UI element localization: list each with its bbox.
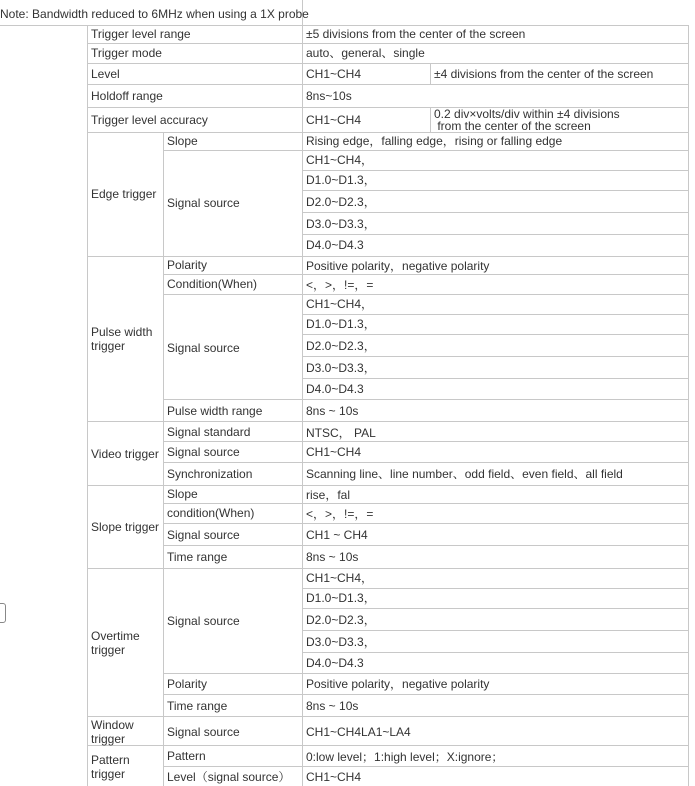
grid-line (302, 630, 689, 631)
grid-line (302, 378, 689, 379)
grid-line (302, 608, 689, 609)
overtime-polarity-label: Polarity (167, 677, 208, 691)
grid-line (302, 170, 689, 171)
pattern-pattern-label: Pattern (167, 749, 206, 763)
pulse-width-trigger-label: Pulse width (91, 325, 153, 339)
slope-time-range-value: 8ns ~ 10s (306, 550, 359, 564)
grid-line (163, 399, 689, 400)
overtime-signal-source-value: CH1~CH4， (306, 571, 374, 585)
grid-line (87, 421, 689, 422)
trigger-level-range-value: ±5 divisions from the center of the screen (306, 27, 526, 41)
level-value: ±4 divisions from the center of the screen (434, 67, 654, 81)
overtime-signal-source-value: D4.0~D4.3 (306, 656, 364, 670)
slope-condition-value: <，>，!=，= (306, 507, 374, 521)
overtime-signal-source-value: D3.0~D3.3， (306, 635, 376, 649)
holdoff-range-label: Holdoff range (91, 89, 163, 103)
pattern-trigger-label: Pattern (91, 753, 130, 767)
slope-signal-source-label: Signal source (167, 528, 240, 542)
overtime-signal-source-label: Signal source (167, 614, 240, 628)
grid-line (163, 766, 689, 767)
grid-line (87, 485, 689, 486)
pulse-signal-source-value: D2.0~D2.3， (306, 339, 376, 353)
overtime-time-range-label: Time range (167, 699, 228, 713)
overtime-signal-source-value: D2.0~D2.3， (306, 613, 376, 627)
edge-slope-value: Rising edge，falling edge，rising or falling edge (306, 134, 563, 148)
edge-signal-source-value: CH1~CH4， (306, 153, 374, 167)
pattern-pattern-value: 0:low level；1:high level；X:ignore； (306, 750, 504, 764)
video-trigger-label: Video trigger (91, 447, 159, 461)
grid-line (302, 190, 689, 191)
edge-signal-source-value: D1.0~D1.3， (306, 173, 376, 187)
trigger-level-accuracy-value: from the center of the screen (434, 119, 591, 133)
level-label: Level (91, 67, 120, 81)
window-trigger-label: trigger (91, 732, 126, 746)
overtime-time-range-value: 8ns ~ 10s (306, 699, 359, 713)
edge-signal-source-value: D4.0~D4.3 (306, 238, 364, 252)
window-signal-source-value: CH1~CH4LA1~LA4 (306, 725, 411, 739)
edge-signal-source-value: D3.0~D3.3， (306, 217, 376, 231)
pulse-signal-source-value: CH1~CH4， (306, 297, 374, 311)
side-scroll-handle[interactable] (0, 603, 6, 623)
grid-line (302, 234, 689, 235)
video-signal-source-value: CH1~CH4 (306, 445, 362, 459)
video-synchronization-value: Scanning line、line number、odd field、even field、all field (306, 467, 623, 481)
pulse-signal-source-value: D4.0~D4.3 (306, 382, 364, 396)
video-signal-standard-label: Signal standard (167, 425, 251, 439)
grid-line (302, 314, 689, 315)
slope-slope-value: rise，fal (306, 488, 351, 502)
grid-line (163, 132, 164, 786)
grid-line (163, 274, 689, 275)
grid-line (302, 588, 689, 589)
pattern-level-value: CH1~CH4 (306, 770, 362, 784)
grid-line (87, 63, 689, 64)
grid-line (87, 132, 689, 133)
grid-line (688, 25, 689, 786)
pulse-polarity-value: Positive polarity，negative polarity (306, 259, 490, 273)
video-synchronization-label: Synchronization (167, 467, 253, 481)
grid-line (0, 25, 689, 26)
grid-line (87, 25, 88, 786)
slope-time-range-label: Time range (167, 550, 228, 564)
grid-line (302, 212, 689, 213)
grid-line (302, 334, 689, 335)
window-signal-source-label: Signal source (167, 725, 240, 739)
edge-signal-source-value: D2.0~D2.3， (306, 195, 376, 209)
holdoff-range-value: 8ns~10s (306, 89, 352, 103)
trigger-level-accuracy-source: CH1~CH4 (306, 113, 362, 127)
grid-line (163, 441, 689, 442)
grid-line (87, 84, 689, 85)
grid-line (163, 294, 689, 295)
pulse-width-trigger-label: trigger (91, 339, 126, 353)
grid-line (87, 745, 689, 746)
grid-line (163, 523, 689, 524)
grid-line (87, 256, 689, 257)
video-signal-standard-value: NTSC， PAL (306, 426, 376, 440)
grid-line (163, 545, 689, 546)
grid-line (163, 150, 689, 151)
edge-trigger-label: Edge trigger (91, 187, 157, 201)
video-signal-source-label: Signal source (167, 445, 240, 459)
pulse-condition-label: Condition(When) (167, 277, 258, 291)
overtime-signal-source-value: D1.0~D1.3， (306, 591, 376, 605)
pulse-polarity-label: Polarity (167, 258, 208, 272)
grid-line (302, 356, 689, 357)
pulse-condition-value: <，>，!=，= (306, 278, 374, 292)
pattern-level-label: Level（signal source） (167, 770, 291, 784)
trigger-mode-label: Trigger mode (91, 46, 162, 60)
slope-slope-label: Slope (167, 487, 198, 501)
grid-line (163, 673, 689, 674)
grid-line (163, 462, 689, 463)
grid-line (163, 694, 689, 695)
pulse-signal-source-value: D1.0~D1.3， (306, 317, 376, 331)
trigger-level-accuracy-label: Trigger level accuracy (91, 113, 208, 127)
overtime-polarity-value: Positive polarity，negative polarity (306, 677, 490, 691)
slope-signal-source-value: CH1 ~ CH4 (306, 528, 368, 542)
bandwidth-note: Note: Bandwidth reduced to 6MHz when using a 1X probe (0, 7, 309, 21)
pulse-width-range-value: 8ns ~ 10s (306, 404, 359, 418)
slope-trigger-label: Slope trigger (91, 520, 160, 534)
pulse-signal-source-value: D3.0~D3.3， (306, 361, 376, 375)
window-trigger-label: Window (91, 718, 134, 732)
grid-line (87, 568, 689, 569)
grid-line (302, 652, 689, 653)
grid-line (302, 0, 303, 786)
pulse-width-range-label: Pulse width range (167, 404, 263, 418)
overtime-trigger-label: Overtime (91, 629, 140, 643)
grid-line (87, 716, 689, 717)
trigger-mode-value: auto、general、single (306, 46, 425, 60)
grid-line (87, 43, 689, 44)
pulse-signal-source-label: Signal source (167, 341, 240, 355)
grid-line (430, 63, 431, 84)
trigger-level-range-label: Trigger level range (91, 27, 191, 41)
edge-signal-source-label: Signal source (167, 196, 240, 210)
grid-line (163, 503, 689, 504)
slope-condition-label: condition(When) (167, 506, 255, 520)
trigger-level-accuracy-value: 0.2 div×volts/div within ±4 divisions (434, 107, 620, 121)
level-source: CH1~CH4 (306, 67, 362, 81)
edge-slope-label: Slope (167, 134, 198, 148)
pattern-trigger-label: trigger (91, 767, 126, 781)
overtime-trigger-label: trigger (91, 643, 126, 657)
grid-line (430, 107, 431, 132)
